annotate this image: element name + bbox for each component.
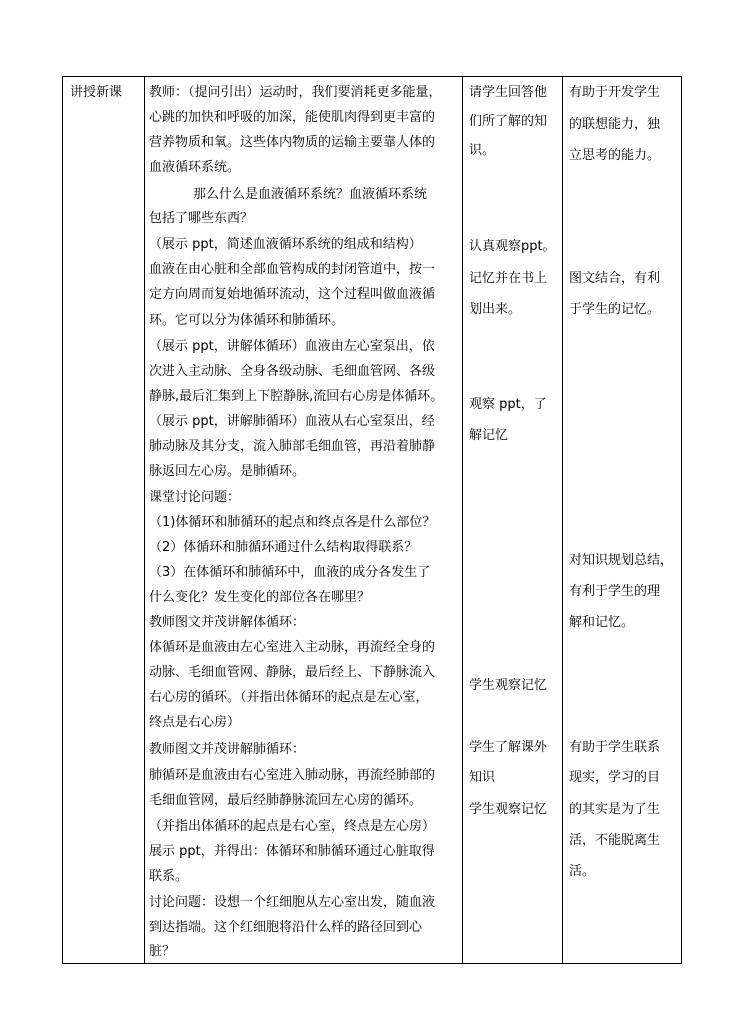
teacher-text-line: 环。它可以分为体循环和肺循环。 — [149, 313, 345, 328]
column-divider — [562, 76, 563, 964]
student-text-line: 划出来。 — [469, 302, 522, 317]
teacher-activity-cell — [149, 76, 461, 964]
teacher-text-line: 营养物质和氧。这些体内物质的运输主要靠人体的 — [149, 135, 436, 150]
student-text-line: 学生观察记忆 — [469, 678, 548, 693]
teacher-text-line: 血液循环系统。 — [149, 160, 241, 175]
design-intent-cell — [569, 76, 681, 964]
teacher-text-line: 动脉、毛细血管网、静脉，最后经上、下静脉流入 — [149, 665, 436, 680]
teacher-text-line: 定方向周而复始地循环流动，这个过程叫做血液循 — [149, 287, 436, 302]
intent-text-line: 对知识规划总结， — [569, 553, 674, 568]
teacher-text-line: （1)体循环和肺循环的起点和终点各是什么部位？ — [149, 515, 436, 530]
intent-text-line: 活。 — [569, 864, 596, 879]
teacher-text-line: 展示 ppt，并得出：体循环和肺循环通过心脏取得 — [149, 844, 435, 859]
teacher-text-line: 到达指端。这个红细胞将沿什么样的路径回到心 — [149, 920, 423, 935]
student-text-line: 们所了解的知 — [469, 114, 548, 129]
teacher-text-line: 心跳的加快和呼吸的加深，能使肌肉得到更丰富的 — [149, 110, 436, 125]
intent-text-line: 现实，学习的目 — [569, 770, 661, 785]
column-divider — [144, 76, 145, 964]
student-text-line: 识。 — [469, 143, 496, 158]
teacher-text-line: （3）在体循环和肺循环中，血液的成分各发生了 — [149, 565, 431, 580]
intent-text-line: 的联想能力，独 — [569, 117, 661, 132]
table-border-right — [681, 76, 682, 964]
column-divider — [462, 76, 463, 964]
teacher-text-line: 包括了哪些东西？ — [149, 211, 254, 226]
intent-text-line: 解和记忆。 — [569, 615, 635, 630]
teacher-text-line: 讨论问题：设想一个红细胞从左心室出发，随血液 — [149, 895, 436, 910]
row-header: 讲授新课 — [70, 85, 123, 100]
intent-text-line: 的其实是为了生 — [569, 802, 661, 817]
teacher-text-line: 肺动脉及其分支，流入肺部毛细血管，再沿着肺静 — [149, 439, 436, 454]
teacher-text-line: 什么变化？发生变化的部位各在哪里？ — [149, 590, 371, 605]
teacher-text-line: 终点是右心房） — [149, 715, 241, 730]
student-text-line: 认真观察ppt。 — [469, 239, 556, 254]
teacher-text-line: 教师图文并茂讲解体循环： — [149, 615, 306, 630]
teacher-text-line: 课堂讨论问题： — [149, 490, 241, 505]
teacher-text-line: 右心房的循环。（并指出体循环的起点是左心室， — [149, 690, 429, 705]
teacher-text-line: （并指出体循环的起点是右心室，终点是左心房） — [149, 819, 436, 834]
student-text-line: 学生了解课外 — [469, 740, 548, 755]
teacher-text-line: 教师：（提问引出）运动时，我们要消耗更多能量， — [149, 85, 442, 100]
student-activity-cell — [469, 76, 561, 964]
teacher-text-line: 联系。 — [149, 869, 189, 884]
teacher-text-line: 血液在由心脏和全部血管构成的封闭管道中，按一 — [149, 262, 436, 277]
teacher-text-line: 次进入主动脉、全身各级动脉、毛细血管网、各级 — [149, 364, 436, 379]
teacher-text-line: 脉返回左心房。是肺循环。 — [149, 464, 306, 479]
student-text-line: 知识 — [469, 770, 496, 785]
teacher-text-line: 教师图文并茂讲解肺循环： — [149, 742, 306, 757]
intent-text-line: 有助于学生联系 — [569, 740, 661, 755]
teacher-text-line: （展示 ppt，讲解肺循环）血液从右心室泵出，经 — [149, 414, 435, 429]
teacher-text-line: （2）体循环和肺循环通过什么结构取得联系？ — [149, 540, 418, 555]
teacher-text-line: 肺循环是血液由右心室进入肺动脉，再流经肺部的 — [149, 768, 436, 783]
student-text-line: 观察 ppt，了 — [469, 397, 547, 412]
intent-text-line: 有利于学生的理 — [569, 584, 661, 599]
student-text-line: 记忆并在书上 — [469, 271, 548, 286]
teacher-text-line: 毛细血管网，最后经肺静脉流回左心房的循环。 — [149, 793, 423, 808]
intent-text-line: 于学生的记忆。 — [569, 302, 661, 317]
row-header-cell — [62, 76, 144, 964]
intent-text-line: 图文结合，有利 — [569, 271, 661, 286]
student-text-line: 请学生回答他 — [469, 85, 548, 100]
student-text-line: 学生观察记忆 — [469, 802, 548, 817]
intent-text-line: 有助于开发学生 — [569, 85, 661, 100]
teacher-text-line: 脏？ — [149, 944, 176, 959]
lesson-plan-table — [62, 76, 682, 964]
teacher-text-line: （展示 ppt，简述血液循环系统的组成和结构） — [149, 237, 422, 252]
intent-text-line: 活，不能脱离生 — [569, 833, 661, 848]
teacher-text-line: 那么什么是血液循环系统？血液循环系统 — [193, 187, 428, 202]
teacher-text-line: 静脉,最后汇集到上下腔静脉,流回右心房是体循环。 — [149, 389, 444, 404]
teacher-text-line: 体循环是血液由左心室进入主动脉，再流经全身的 — [149, 640, 436, 655]
teacher-text-line: （展示 ppt，讲解体循环）血液由左心室泵出，依 — [149, 339, 435, 354]
student-text-line: 解记忆 — [469, 428, 509, 443]
intent-text-line: 立思考的能力。 — [569, 148, 661, 163]
